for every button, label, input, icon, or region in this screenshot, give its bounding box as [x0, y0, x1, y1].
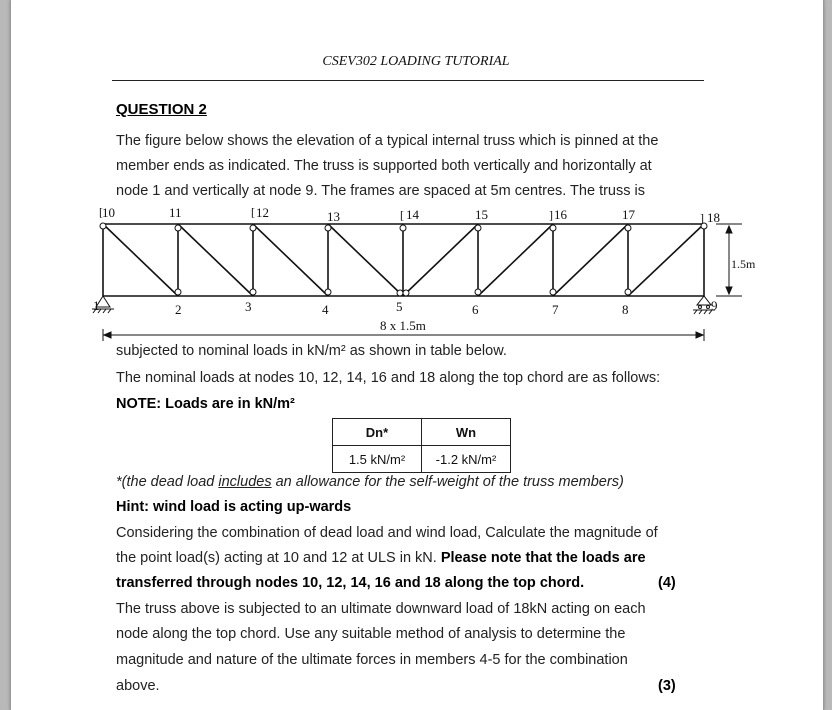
node-label-1: 1 — [93, 298, 100, 313]
node-label-13: 13 — [327, 209, 340, 224]
q1-line-3: transferred through nodes 10, 12, 14, 16 and 18 along the top chord. — [116, 575, 585, 591]
diagonal-10-2 — [103, 224, 178, 296]
node-label-7: 7 — [552, 302, 559, 317]
node-label-17: 17 — [622, 207, 635, 222]
nominal-loads-table — [332, 418, 511, 473]
q1-line-2-plain: the point load(s) acting at 10 and 12 at ULS in kN. — [116, 550, 441, 566]
bottom-node-labels — [93, 298, 718, 317]
footnote-underlined: includes — [218, 474, 272, 490]
node-label-8: 8 — [622, 302, 629, 317]
node-label-11: 11 — [169, 205, 182, 220]
q2-line-4: above. — [116, 678, 160, 694]
diagonal-16-6 — [478, 224, 553, 296]
diagonal-13-5 — [328, 224, 403, 296]
node-label-14-bracket: [ — [400, 208, 404, 222]
note-line: NOTE: Loads are in kN/m² — [116, 396, 295, 412]
q2-mark: (3) — [658, 678, 676, 694]
node-label-16: 16 — [554, 207, 567, 222]
node-label-16-bracket: ] — [549, 208, 553, 222]
span-label: 8 x 1.5m — [380, 318, 426, 333]
q2-line-1: The truss above is subjected to an ultimate downward load of 18kN acting on each — [116, 601, 646, 617]
truss-figure — [0, 200, 832, 350]
diagonal-17-7 — [553, 224, 628, 296]
q1-line-2-bold: Please note that the loads are — [440, 550, 646, 566]
table-cell-dead: 1.5 kN/m² — [333, 446, 422, 473]
hint-line: Hint: wind load is acting up-wards — [116, 499, 352, 515]
node-label-15: 15 — [475, 207, 488, 222]
q2-line-3: magnitude and nature of the ultimate forces in members 4-5 for the combination — [116, 652, 628, 668]
nodes-line: The nominal loads at nodes 10, 12, 14, 16 and 18 along the top chord are as follows: — [116, 370, 661, 386]
diagonal-12-4 — [253, 224, 328, 296]
diagonal-18-8 — [628, 224, 704, 296]
footnote-before: *(the dead load — [116, 474, 219, 490]
table-cell-wind: -1.2 kN/m² — [422, 446, 511, 473]
node-label-18: 18 — [707, 210, 720, 225]
intro-line-1: The figure below shows the elevation of a typical internal truss which is pinned at the — [116, 133, 659, 149]
footnote-after: an allowance for the self-weight of the truss members) — [271, 474, 624, 490]
node-label-3: 3 — [245, 299, 252, 314]
q1-mark: (4) — [658, 575, 676, 591]
q1-line-2 — [116, 550, 646, 566]
intro-line-2: member ends as indicated. The truss is supported both vertically and horizontally at — [116, 158, 652, 174]
diagonal-15-5 — [403, 224, 478, 296]
continuation-line: subjected to nominal loads in kN/m² as shown in table below. — [116, 343, 507, 359]
node-label-6: 6 — [472, 302, 479, 317]
height-label: 1.5m — [731, 257, 756, 271]
node-label-10: 10 — [102, 205, 115, 220]
truss-members — [103, 224, 704, 296]
node-label-12-bracket: [ — [251, 205, 255, 219]
node-label-2: 2 — [175, 302, 182, 317]
node-label-9: 9 — [711, 298, 718, 313]
node-label-12: 12 — [256, 205, 269, 220]
table-header-wind: Wn — [422, 419, 511, 446]
node-label-18-bracket: ] — [700, 211, 704, 225]
q1-line-1: Considering the combination of dead load and wind load, Calculate the magnitude of — [116, 525, 658, 541]
node-label-14: 14 — [406, 207, 419, 222]
header-rule — [112, 80, 704, 81]
diagonal-11-3 — [178, 224, 253, 296]
node-label-4: 4 — [322, 302, 329, 317]
table-header-dead: Dn* — [333, 419, 422, 446]
q2-line-2: node along the top chord. Use any suitable method of analysis to determine the — [116, 626, 626, 642]
top-node-labels — [102, 205, 720, 225]
node-label-10-bracket: [ — [99, 205, 103, 219]
page-header: CSEV302 LOADING TUTORIAL — [322, 54, 510, 69]
intro-line-3: node 1 and vertically at node 9. The frames are spaced at 5m centres. The truss is — [116, 183, 645, 199]
node-label-5: 5 — [396, 299, 403, 314]
footnote — [116, 474, 624, 490]
question-title: QUESTION 2 — [116, 101, 207, 118]
